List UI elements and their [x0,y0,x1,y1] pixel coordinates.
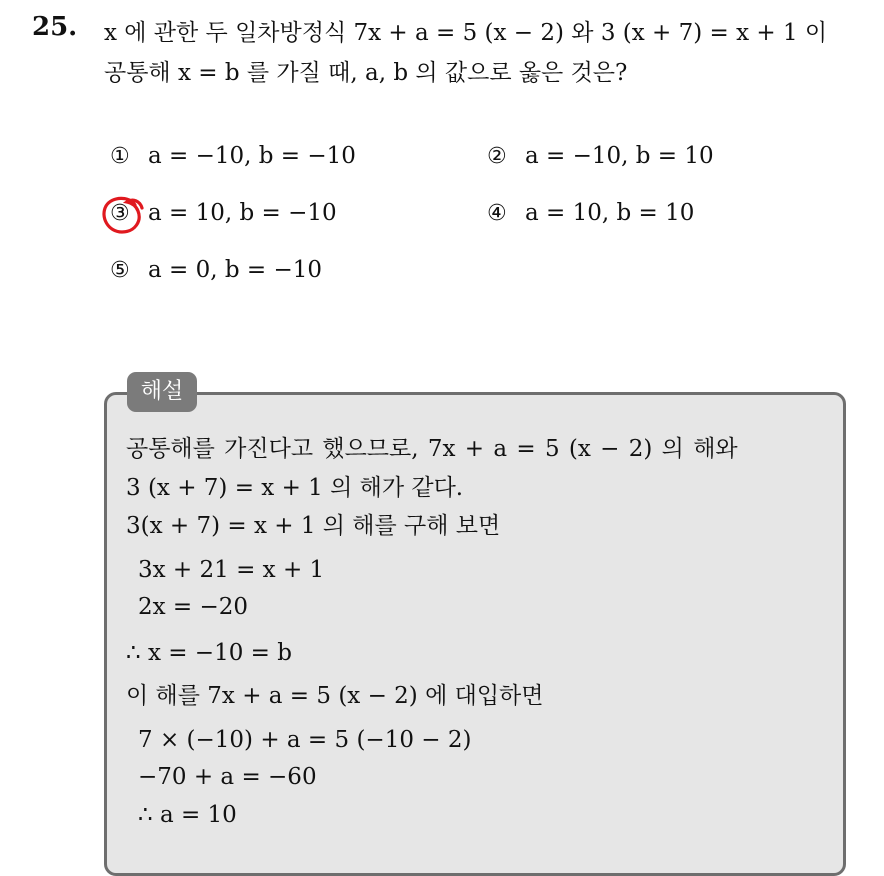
choice-5-number: ⑤ [110,257,130,283]
question-text-line-1: x 에 관한 두 일차방정식 7x + a = 5 (x − 2) 와 3 (x + 7) = x + 1 이 [104,20,828,46]
explanation-line-8: 7 × (−10) + a = 5 (−10 − 2) [138,727,472,753]
question-text-line-2: 공통해 x = b 를 가질 때, a, b 의 값으로 옳은 것은? [104,60,628,86]
explanation-line-1: 공통해를 가진다고 했으므로, 7x + a = 5 (x − 2) 의 해와 [126,436,738,462]
choice-3-text: a = 10, b = −10 [148,200,337,226]
explanation-line-2: 3 (x + 7) = x + 1 의 해가 같다. [126,475,464,501]
choice-5[interactable] [110,257,322,283]
choice-4[interactable] [487,200,694,226]
explanation-line-5: 2x = −20 [138,594,249,620]
explanation-line-3: 3(x + 7) = x + 1 의 해를 구해 보면 [126,513,501,539]
explanation-label: 해설 [127,372,197,412]
explanation-line-9: −70 + a = −60 [138,764,317,790]
explanation-line-6: ∴ x = −10 = b [126,640,292,666]
explanation-line-7: 이 해를 7x + a = 5 (x − 2) 에 대입하면 [126,683,544,709]
choice-1-text: a = −10, b = −10 [148,143,356,169]
choice-2-text: a = −10, b = 10 [525,143,714,169]
choice-1-number: ① [110,143,130,169]
choice-4-number: ④ [487,200,507,226]
choice-3-number: ③ [110,200,130,226]
explanation-line-4: 3x + 21 = x + 1 [138,557,325,583]
choice-2[interactable] [487,143,714,169]
choice-3[interactable] [110,200,337,226]
question-number: 25. [32,12,78,42]
choice-2-number: ② [487,143,507,169]
explanation-line-10: ∴ a = 10 [138,802,237,828]
choice-5-text: a = 0, b = −10 [148,257,323,283]
choice-4-text: a = 10, b = 10 [525,200,695,226]
choice-1[interactable] [110,143,356,169]
